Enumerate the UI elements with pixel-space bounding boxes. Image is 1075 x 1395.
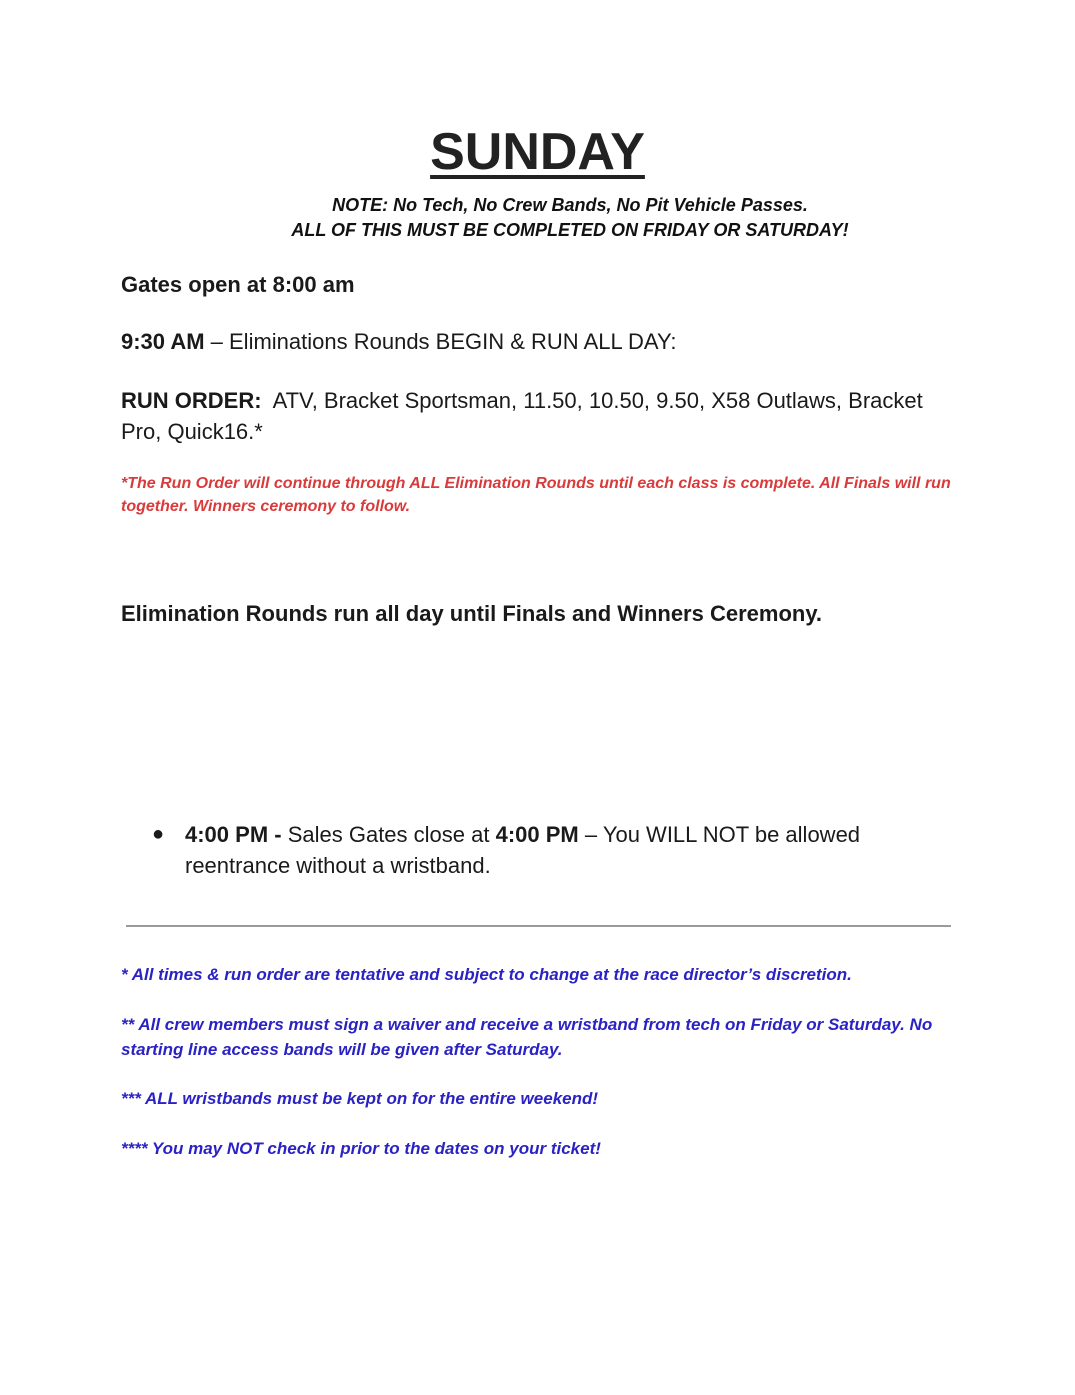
run-order-label: RUN ORDER: [121, 388, 262, 413]
eliminations-begin-text: – Eliminations Rounds BEGIN & RUN ALL DAY: [204, 329, 677, 354]
note-line-2: ALL OF THIS MUST BE COMPLETED ON FRIDAY OR SATURDAY! [291, 220, 849, 240]
note-line-1: NOTE: No Tech, No Crew Bands, No Pit Vehicle Passes. [332, 195, 808, 215]
run-order-text: ATV, Bracket Sportsman, 11.50, 10.50, 9.50, X58 Outlaws, Bracket Pro, Quick16.* [121, 388, 929, 444]
bullet-text [185, 819, 945, 881]
divider [126, 925, 951, 927]
eliminations-begin-line [121, 329, 677, 355]
page-title: SUNDAY [430, 123, 645, 181]
footnote-3: *** ALL wristbands must be kept on for the entire weekend! [121, 1089, 599, 1108]
elimination-all-day-heading: Elimination Rounds run all day until Finals and Winners Ceremony. [121, 601, 823, 626]
footnote-1: * All times & run order are tentative and subject to change at the race director’s discretion. [121, 965, 852, 984]
bullet-text-1: Sales Gates close at [281, 822, 496, 847]
footnote-2: ** All crew members must sign a waiver and receive a wristband from tech on Friday or Saturday. No starting line access bands will be given after Saturday. [121, 1015, 933, 1059]
bullet-time-2: 4:00 PM [495, 822, 579, 847]
bullet-time-1: 4:00 PM - [185, 822, 282, 847]
bullet-text-2: – You WILL NOT be allowed reentrance without a wristband. [185, 822, 867, 878]
bullet-icon: ● [152, 823, 165, 845]
footnote-4: **** You may NOT check in prior to the dates on your ticket! [121, 1139, 601, 1158]
run-order-paragraph [121, 385, 941, 447]
gates-open-heading: Gates open at 8:00 am [121, 272, 355, 297]
run-order-note: *The Run Order will continue through ALL Elimination Rounds until each class is complete. All Finals will run together. Winners ceremony to follow. [121, 475, 951, 515]
eliminations-begin-time: 9:30 AM [121, 329, 205, 354]
